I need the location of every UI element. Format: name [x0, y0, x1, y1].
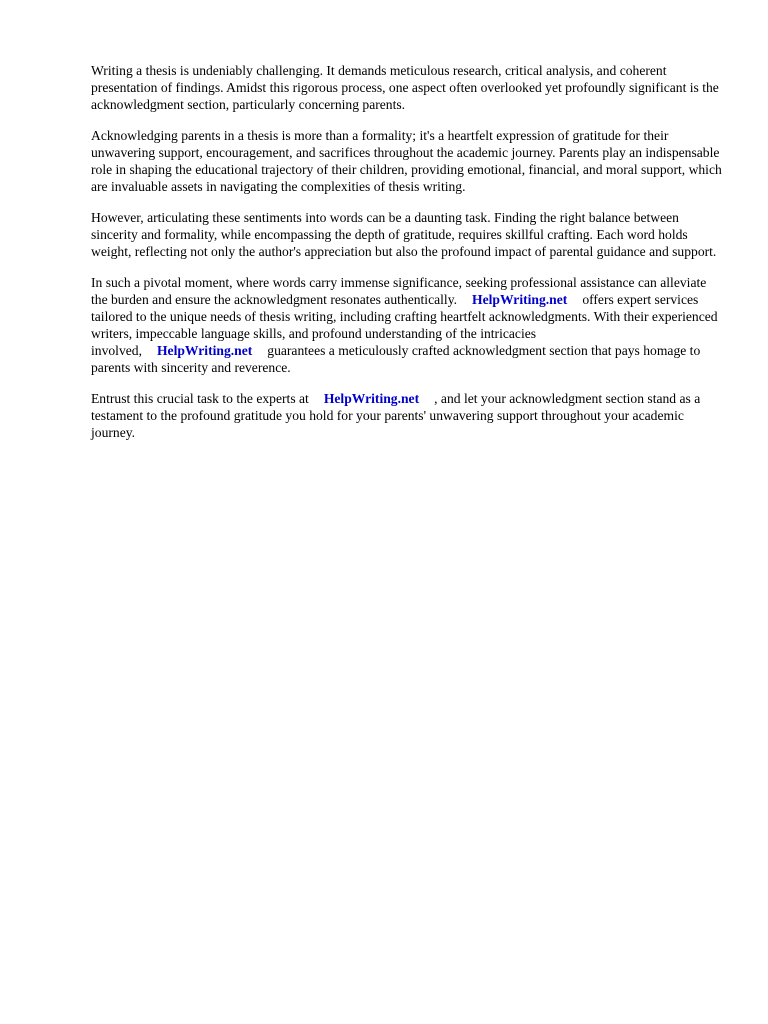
paragraph: [91, 127, 724, 195]
paragraph: [91, 390, 724, 441]
paragraph: [91, 62, 724, 113]
paragraph-text: , and let your acknowledgment section stand as a testament to the profound gratitude you hold for your parents' unwavering support throughout your academic journey.: [91, 391, 701, 440]
document-content: [91, 62, 724, 455]
paragraph-text: Writing a thesis is undeniably challenging. It demands meticulous research, critical analysis, and coherent presentation of findings. Amidst this rigorous process, one aspect often overlooked yet profoundly significant is the acknowledgment section, particularly concerning parents.: [91, 63, 719, 112]
helpwriting-link[interactable]: HelpWriting.net: [472, 292, 568, 307]
paragraph-text: offers expert services tailored to the unique needs of thesis writing, including crafting heartfelt acknowledgments. With their experienced writers, impeccable language skills, and profound understanding of the intricacies involved,: [91, 292, 718, 358]
helpwriting-link[interactable]: HelpWriting.net: [323, 391, 420, 406]
helpwriting-link[interactable]: HelpWriting.net: [156, 343, 253, 358]
paragraph: [91, 274, 724, 376]
paragraph-text: Entrust this crucial task to the experts at: [91, 391, 309, 406]
paragraph-text: In such a pivotal moment, where words carry immense significance, seeking professional assistance can alleviate the burden and ensure the acknowledgment resonates authentically.: [91, 275, 707, 307]
paragraph: [91, 209, 724, 260]
paragraph-text: guarantees a meticulously crafted acknowledgment section that pays homage to parents with sincerity and reverence.: [91, 343, 701, 375]
paragraph-text: However, articulating these sentiments into words can be a daunting task. Finding the right balance between sincerity and formality, while encompassing the depth of gratitude, requires skillful crafting. Each word holds weight, reflecting not only the author's appreciation but also the profound impact of parental guidance and support.: [91, 210, 717, 259]
paragraph-text: Acknowledging parents in a thesis is more than a formality; it's a heartfelt expression of gratitude for their unwavering support, encouragement, and sacrifices throughout the academic journey. Parents play an indispensable role in shaping the educational trajectory of their children, providing emotional, financial, and moral support, which are invaluable assets in navigating the complexities of thesis writing.: [91, 128, 722, 194]
